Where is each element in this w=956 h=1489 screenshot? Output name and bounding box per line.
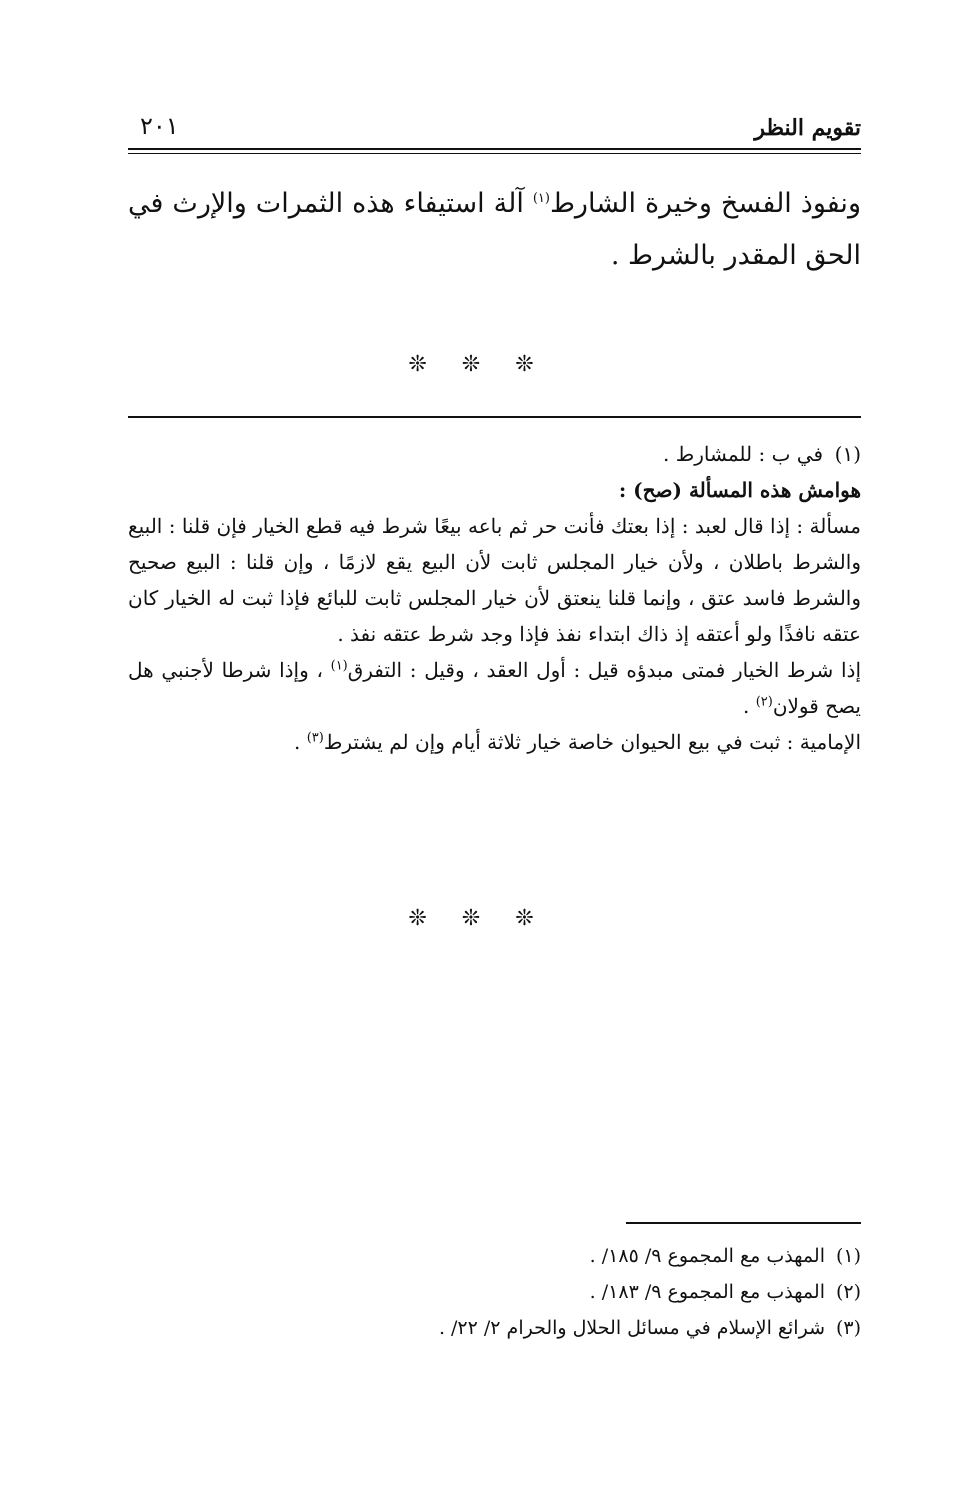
footnote-rule — [626, 1222, 861, 1224]
note-paragraph-3-end: . — [294, 730, 307, 754]
section-rule — [128, 416, 861, 418]
section-divider-stars: ❊ ❊ ❊ — [408, 352, 548, 377]
notes-block — [128, 436, 861, 760]
page-number: ٢٠١ — [140, 112, 179, 140]
header-rule-thin — [128, 153, 861, 154]
note-paragraph-3 — [128, 724, 861, 760]
footnotes — [128, 1238, 861, 1346]
main-paragraph — [128, 178, 861, 282]
main-text-end: آلة استيفاء هذه الثمرات والإرث في الحق المقدر بالشرط . — [128, 188, 861, 271]
note-1 — [128, 436, 861, 472]
running-title: تقويم النظر — [754, 115, 861, 141]
note-paragraph-2-start: إذا شرط الخيار فمتى مبدؤه قيل : أول العقد ، وقيل : التفرق — [347, 658, 861, 682]
note-number: (١) — [834, 442, 861, 466]
footnote-number: (١) — [835, 1245, 861, 1267]
footnote-text: المهذب مع المجموع ٩/ ١٨٥/ . — [589, 1245, 825, 1267]
note-paragraph-2-end: . — [742, 694, 756, 718]
footnote-text: شرائع الإسلام في مسائل الحلال والحرام ٢/ ٢٢/ . — [438, 1317, 825, 1339]
note-paragraph-3-start: الإمامية : ثبت في بيع الحيوان خاصة خيار ثلاثة أيام وإن لم يشترط — [323, 730, 861, 754]
footnote-number: (٢) — [835, 1281, 861, 1303]
footnote-text: المهذب مع المجموع ٩/ ١٨٣/ . — [589, 1281, 825, 1303]
main-text — [128, 178, 861, 282]
header-rule — [128, 148, 861, 150]
note-text: في ب : للمشارط . — [663, 442, 823, 466]
footnote-ref: (١) — [330, 658, 348, 674]
footnote — [128, 1310, 861, 1346]
footnote — [128, 1238, 861, 1274]
footnote-ref: (٢) — [755, 694, 773, 710]
footnote — [128, 1274, 861, 1310]
note-paragraph-2-middle: ، وإذا شرطا لأجنبي هل يصح قولان — [128, 658, 861, 718]
footnote-ref: (٣) — [306, 730, 324, 746]
footnote-number: (٣) — [835, 1317, 861, 1339]
main-text-start: ونفوذ الفسخ وخيرة الشارط — [549, 188, 861, 219]
section-divider-stars: ❊ ❊ ❊ — [408, 906, 548, 931]
footnote-ref: (١) — [532, 191, 550, 206]
note-paragraph-1: مسألة : إذا قال لعبد : إذا بعتك فأنت حر ثم باعه بيعًا شرط فيه قطع الخيار فإن قلنا : البيع والشرط باطلان ، ولأن خيار المجلس ثابت لأن البيع يقع لازمًا ، وإن قلنا : البيع صحيح والشرط فاسد عتق ، وإنما قلنا ينعتق لأن خيار المجلس ثابت للبائع فإذا ثبت له الخيار كان عتقه نافذًا ولو أعتقه إذ ذاك ابتداء نفذ فإذا وجد شرط عتقه نفذ . — [128, 514, 862, 646]
notes-heading: هوامش هذه المسألة (صح) : — [618, 478, 861, 502]
note-paragraph-2 — [128, 652, 861, 724]
